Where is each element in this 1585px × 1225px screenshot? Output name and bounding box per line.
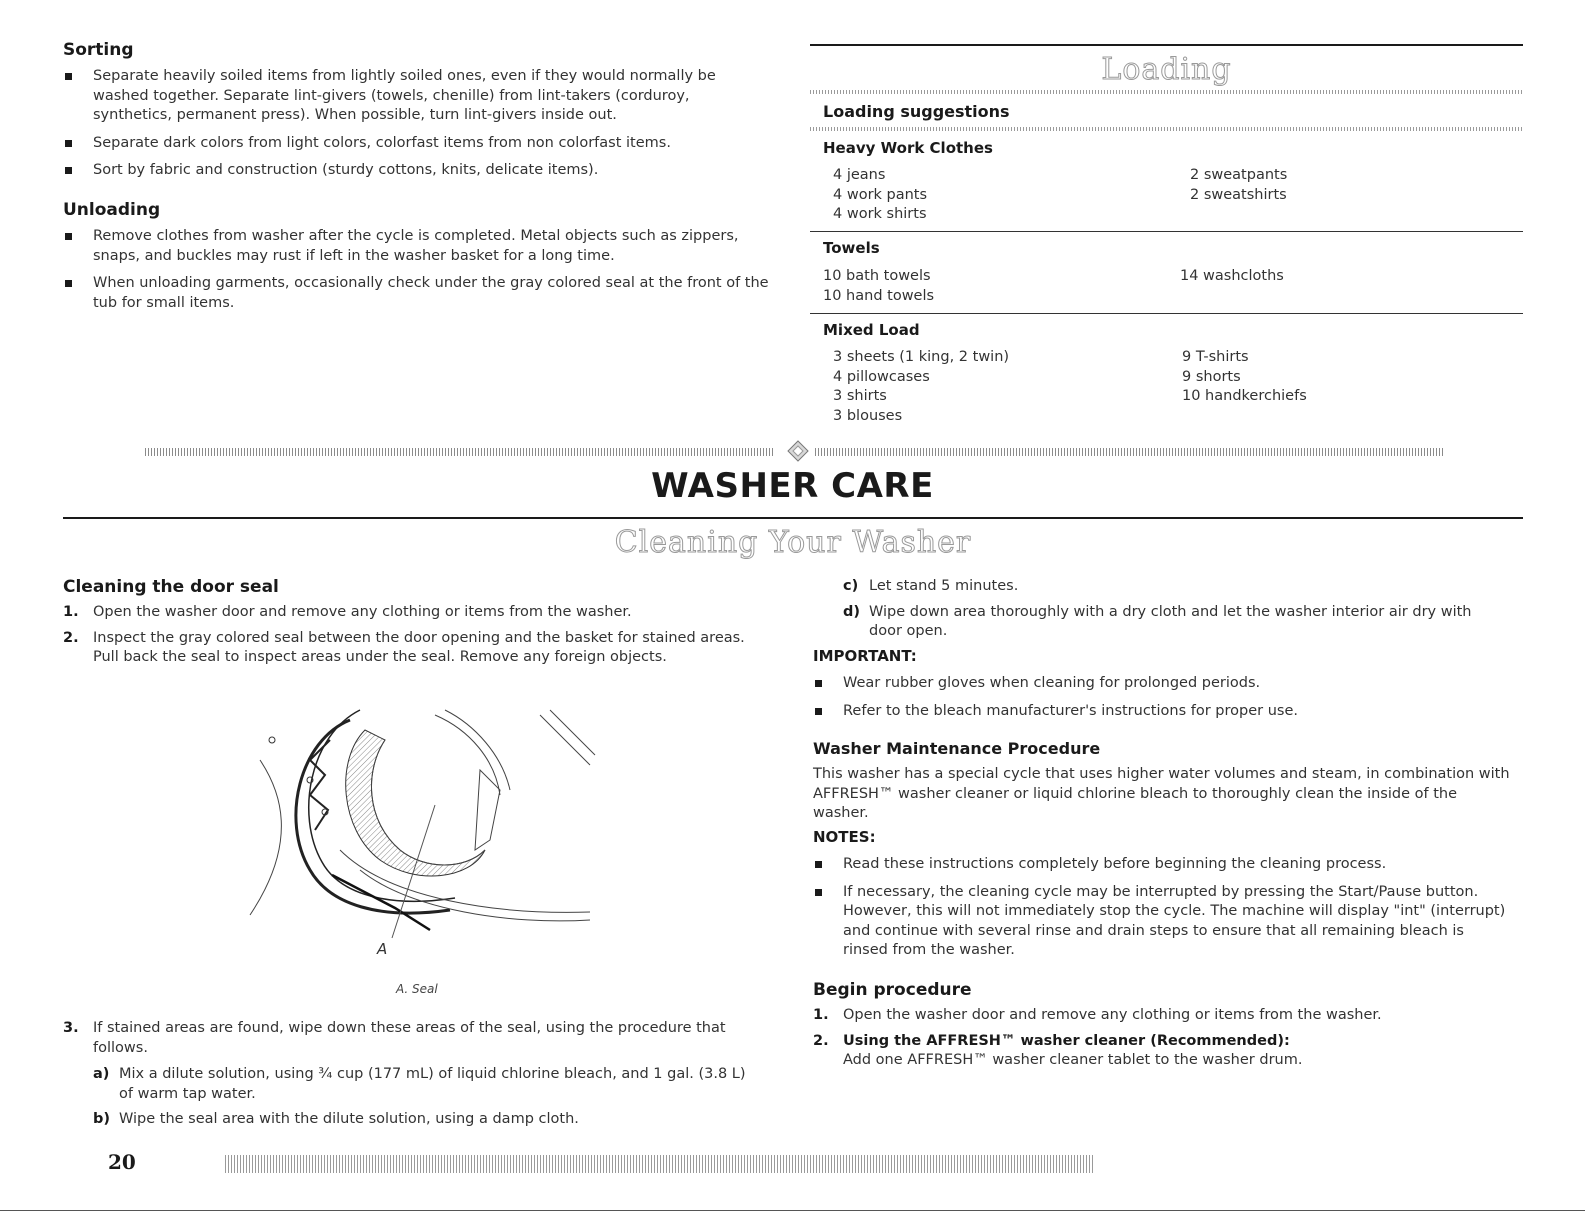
list-item: Read these instructions completely before beginning the cleaning process.: [813, 855, 1513, 875]
sorting-list: [63, 67, 773, 189]
list-item: Wear rubber gloves when cleaning for prolonged periods.: [813, 674, 1513, 694]
list-item: Refer to the bleach manufacturer's instructions for proper use.: [813, 702, 1513, 722]
suggestions-hatch-divider: [810, 127, 1523, 131]
loading-top-rule: [810, 44, 1523, 46]
list-item: 3 blouses: [833, 407, 903, 424]
list-item: Remove clothes from washer after the cycle is completed. Metal objects such as zippers, snaps, and buckles may rust if left in the washer basket for a long time.: [63, 227, 773, 266]
footer-decorative-band: [225, 1155, 1095, 1173]
list-item: If necessary, the cleaning cycle may be interrupted by pressing the Start/Pause button. However, this will not immediately stop the cycle. The machine will display "int" (interrupt) and continue with several rinse and drain steps to ensure that all remaining bleach is rinsed from the washer.: [813, 883, 1513, 961]
list-item: 1. Open the washer door and remove any clothing or items from the washer.: [813, 1007, 1382, 1023]
list-item: a) Mix a dilute solution, using ¾ cup (177 mL) of liquid chlorine bleach, and 1 gal. (3.8 L) of warm tap water.: [93, 1066, 746, 1102]
mixed-load-items: [833, 348, 1307, 426]
loading-suggestions-heading: Loading suggestions: [823, 102, 1010, 121]
list-item: 2. Using the AFFRESH™ washer cleaner (Recommended): Add one AFFRESH™ washer cleaner tablet to the washer drum.: [813, 1032, 1303, 1068]
bottom-edge-rule: [0, 1210, 1585, 1211]
door-seal-substeps-cd: [843, 577, 1503, 648]
sorting-heading: Sorting: [63, 40, 134, 60]
heavy-work-items: [833, 166, 1287, 225]
list-item: 4 work pants: [833, 186, 928, 203]
list-item: Separate dark colors from light colors, colorfast items from non colorfast items.: [63, 134, 773, 154]
page-number: 20: [108, 1150, 136, 1174]
group-heading-mixed-load: Mixed Load: [823, 321, 920, 339]
decorative-band-right: [815, 448, 1445, 456]
decorative-band-left: [145, 448, 775, 456]
door-seal-heading: Cleaning the door seal: [63, 577, 279, 597]
figure-callout-label: A: [377, 940, 388, 958]
list-item: 14 washcloths: [1180, 268, 1284, 284]
section-title: WASHER CARE: [651, 466, 934, 506]
list-item: 10 bath towels: [823, 268, 931, 284]
group-heading-heavy-work: Heavy Work Clothes: [823, 139, 993, 157]
door-seal-step-3: [63, 1019, 773, 1064]
list-item: b) Wipe the seal area with the dilute solution, using a damp cloth.: [93, 1111, 579, 1127]
list-item: 4 jeans: [833, 167, 886, 183]
list-item: 2 sweatpants: [1190, 167, 1288, 183]
list-item: 9 T-shirts: [1182, 349, 1249, 365]
begin-procedure-steps: [813, 1006, 1513, 1077]
list-item: 1. Open the washer door and remove any clothing or items from the washer.: [63, 604, 632, 620]
important-list: [813, 674, 1513, 729]
maintenance-text: This washer has a special cycle that uses higher water volumes and steam, in combination with AFFRESH™ washer cleaner or liquid chlorine bleach to thoroughly clean the inside of the washer.: [813, 766, 1510, 821]
loading-title: Loading: [1101, 52, 1232, 87]
list-item: 3 sheets (1 king, 2 twin): [833, 349, 1010, 365]
section-rule: [63, 517, 1523, 519]
notes-heading: NOTES:: [813, 828, 876, 846]
washer-seal-illustration: [240, 700, 600, 965]
group-divider: [810, 313, 1523, 314]
diamond-ornament-icon: [787, 440, 809, 462]
important-heading: IMPORTANT:: [813, 647, 917, 665]
list-item: 2 sweatshirts: [1190, 186, 1287, 203]
unloading-list: [63, 227, 773, 321]
list-item: Sort by fabric and construction (sturdy cottons, knits, delicate items).: [63, 161, 773, 181]
maintenance-heading: Washer Maintenance Procedure: [813, 739, 1101, 758]
subsection-title: Cleaning Your Washer: [614, 525, 972, 560]
loading-hatch-divider: [810, 90, 1523, 94]
list-item: 3 shirts: [833, 388, 887, 404]
list-item: 4 pillowcases: [833, 368, 930, 385]
begin-procedure-heading: Begin procedure: [813, 980, 972, 1000]
list-item: When unloading garments, occasionally check under the gray colored seal at the front of the tub for small items.: [63, 274, 773, 313]
door-seal-substeps-ab: [93, 1065, 753, 1136]
list-item: Separate heavily soiled items from lightly soiled ones, even if they would normally be washed together. Separate lint-givers (towels, chenille) from lint-takers (corduroy, synthetics, permanent press). When possible, turn lint-givers inside out.: [63, 67, 773, 126]
list-item: 10 hand towels: [823, 287, 935, 304]
figure-caption: A. Seal: [396, 982, 438, 996]
list-item: 10 handkerchiefs: [1182, 388, 1307, 404]
door-seal-steps: [63, 603, 773, 674]
list-item: 3. If stained areas are found, wipe down these areas of the seal, using the procedure that follows.: [63, 1020, 726, 1056]
group-divider: [810, 231, 1523, 232]
list-item: 9 shorts: [1182, 368, 1241, 385]
list-item: d) Wipe down area thoroughly with a dry cloth and let the washer interior air dry with door open.: [843, 603, 1472, 639]
list-item: 2. Inspect the gray colored seal between the door opening and the basket for stained areas. Pull back the seal to inspect areas under the seal. Remove any foreign objects.: [63, 629, 745, 665]
towels-items: [823, 267, 1284, 306]
group-heading-towels: Towels: [823, 239, 880, 257]
notes-list: [813, 855, 1513, 969]
list-item: 4 work shirts: [833, 206, 927, 222]
list-item: c) Let stand 5 minutes.: [843, 578, 1019, 594]
unloading-heading: Unloading: [63, 200, 161, 220]
